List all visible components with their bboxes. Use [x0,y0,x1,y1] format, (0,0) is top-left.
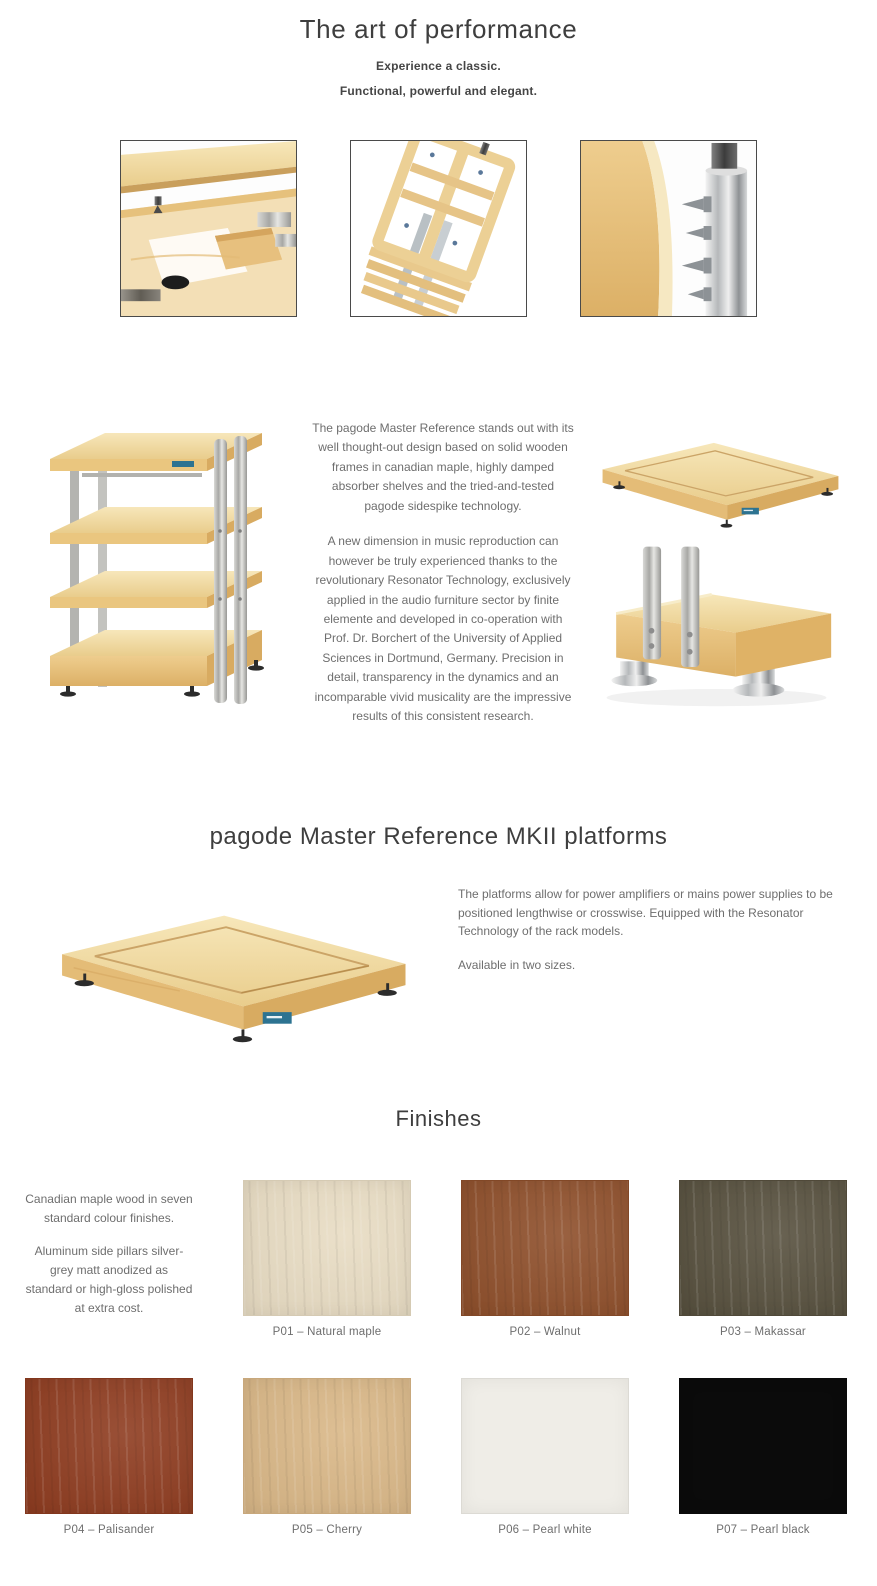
hero-subtitle-1: Experience a classic. [376,59,501,73]
intro-paragraph-2: A new dimension in music reproduction can however be truly experienced thanks to the revolutionary Resonator Technology, exclusively applied in the audio furniture sector by finite elemente and developed in co-operation with Prof. Dr. Borchert of the University of Applied Sciences in Dortmund, Germany. Precision in detail, transparency in the dynamics and an incomparable vivid musicality are the impressive results of this consistent research. [314,534,572,724]
finish-swatch [461,1378,629,1514]
finish-item [461,1378,629,1536]
intro-section [0,411,877,727]
platforms-paragraph-1: The platforms allow for power amplifiers or mains power supplies to be positioned lengthwise or crosswise. Equipped with the Resonator Technology of the rack models. [458,886,833,939]
page-title: The art of performance [299,14,578,44]
finishes-note-2: Aluminum side pillars silver-grey matt anodized as standard or high-gloss polished at extra cost. [25,1244,193,1316]
finish-label: P07 – Pearl black [716,1523,810,1536]
intro-side-images [584,413,849,711]
finishes-note-1: Canadian maple wood in seven standard colour finishes. [25,1191,193,1225]
gallery-photo-stacked-frames[interactable] [350,140,527,317]
platform-top-view-image [584,413,849,535]
stacked-wooden-frames-image [351,141,526,316]
finish-swatch [25,1378,193,1514]
maple-frame-closeup-image [121,141,296,316]
finish-label: P02 – Walnut [509,1325,581,1338]
finish-label: P04 – Palisander [63,1523,155,1536]
finish-swatch [243,1378,411,1514]
base-pillar-detail-image [584,539,849,711]
finish-swatch [679,1180,847,1316]
finish-item [679,1378,847,1536]
finishes-grid [25,1180,877,1536]
finish-label: P06 – Pearl white [498,1523,592,1536]
finish-swatch [461,1180,629,1316]
intro-copy [312,419,574,727]
side-pillar-and-spikes-image [581,141,756,316]
bottom-spacer [0,1536,877,1586]
finish-item [461,1180,629,1338]
gallery-photo-maple-frame-closeup[interactable] [120,140,297,317]
finish-item [243,1378,411,1536]
finishes-section-title: Finishes [395,1105,482,1131]
platforms-copy [458,885,856,976]
finish-item [243,1180,411,1338]
gallery-photo-pillar-spikes[interactable] [580,140,757,317]
intro-paragraph-1: The pagode Master Reference stands out with its well thought-out design based on solid wooden frames in canadian maple, highly damped absorber shelves and the tried-and-tested pagode sidespike technology. [312,421,574,513]
platform-image-wrap [24,879,432,1048]
platform-large-image [24,879,432,1043]
rack-image-wrap [18,411,306,716]
platforms-section-title: pagode Master Reference MKII platforms [209,822,668,850]
hero-subtitle-2: Functional, powerful and elegant. [339,84,538,98]
finish-item [679,1180,847,1338]
hero-section [0,14,877,98]
detail-photo-gallery [0,140,877,317]
platforms-section [0,879,877,1048]
finish-label: P03 – Makassar [720,1325,806,1338]
finishes-notes [25,1180,193,1338]
master-reference-rack-image [18,411,306,711]
finish-label: P01 – Natural maple [272,1325,382,1338]
platforms-paragraph-2: Available in two sizes. [458,958,576,973]
finish-swatch [679,1378,847,1514]
finish-item [25,1378,193,1536]
finish-label: P05 – Cherry [291,1523,363,1536]
finish-swatch [243,1180,411,1316]
